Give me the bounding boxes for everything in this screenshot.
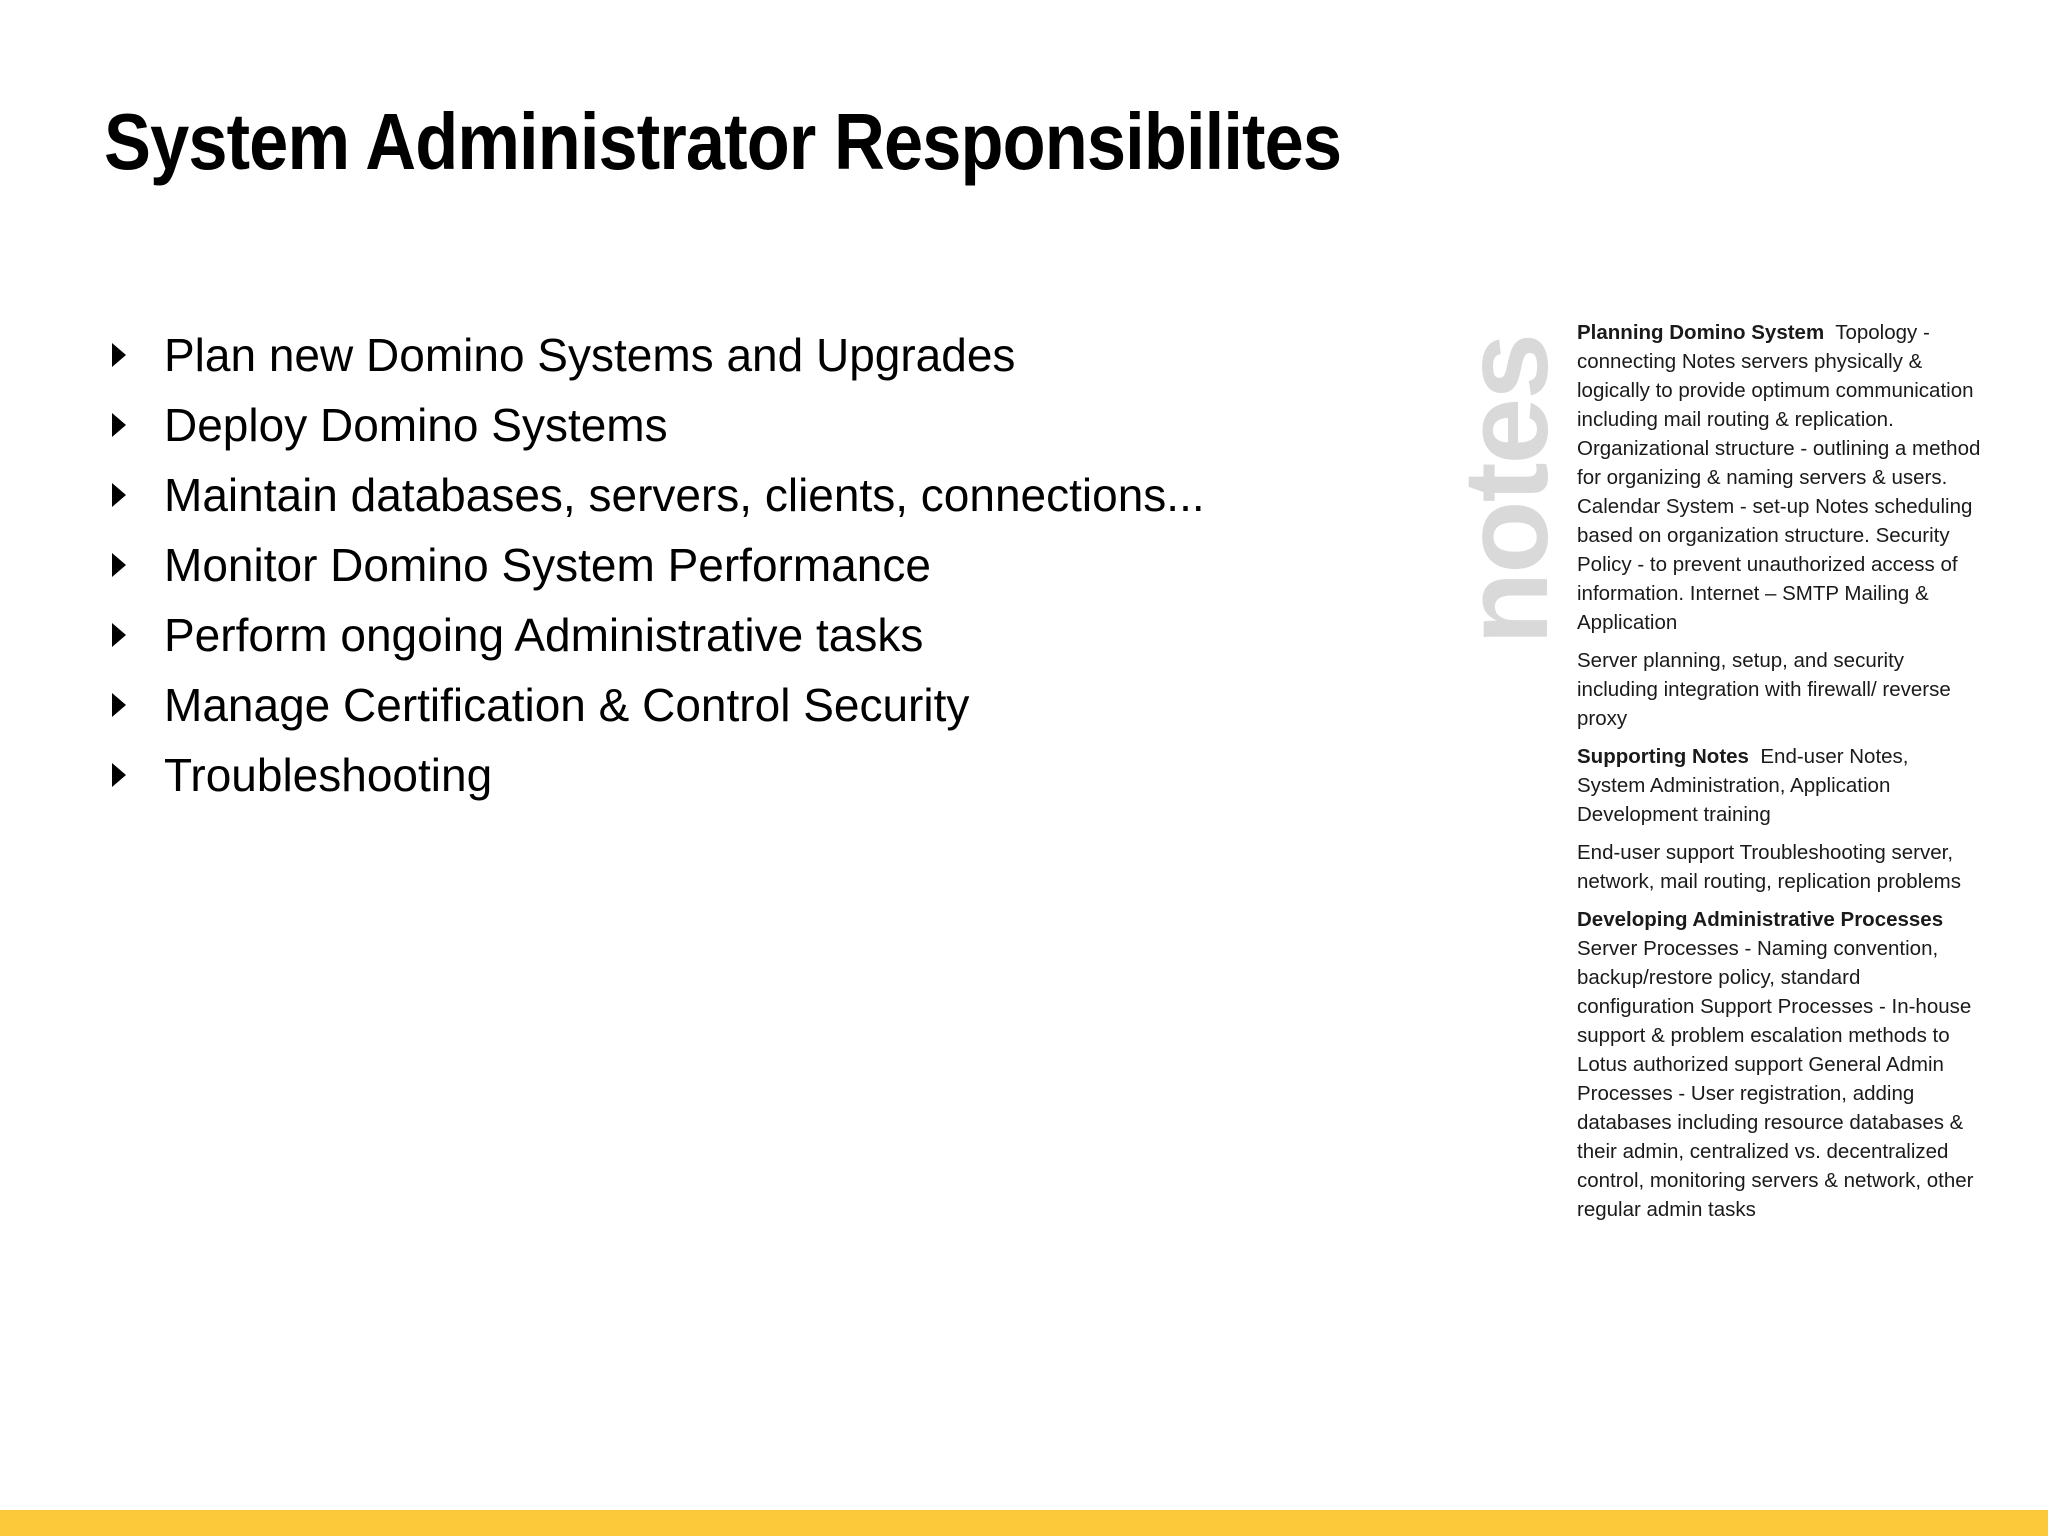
note-paragraph-end-user-support xyxy=(1577,838,1982,896)
triangle-bullet-icon xyxy=(112,343,126,367)
note-paragraph-developing xyxy=(1577,905,1982,1224)
list-item xyxy=(108,530,1205,600)
note-text: End-user support Troubleshooting server, network, mail routing, replication problems xyxy=(1577,841,1961,893)
note-paragraph-supporting xyxy=(1577,742,1982,829)
bullet-list xyxy=(108,320,1205,810)
note-paragraph-planning xyxy=(1577,318,1982,637)
list-item xyxy=(108,390,1205,460)
list-item xyxy=(108,670,1205,740)
list-item xyxy=(108,320,1205,390)
triangle-bullet-icon xyxy=(112,553,126,577)
list-item xyxy=(108,600,1205,670)
bullet-text: Monitor Domino System Performance xyxy=(164,539,931,591)
note-text: End-user Notes, System Administration, Application Development training xyxy=(1577,745,1909,826)
note-heading: Planning Domino System xyxy=(1577,321,1825,344)
notes-panel xyxy=(1577,318,1982,1233)
bullet-text: Perform ongoing Administrative tasks xyxy=(164,609,924,661)
bullet-text: Maintain databases, servers, clients, connections... xyxy=(164,469,1205,521)
triangle-bullet-icon xyxy=(112,623,126,647)
list-item xyxy=(108,460,1205,530)
note-heading: Supporting Notes xyxy=(1577,745,1749,768)
triangle-bullet-icon xyxy=(112,483,126,507)
note-text: Server planning, setup, and security including integration with firewall/ reverse proxy xyxy=(1577,649,1951,730)
note-paragraph-server-planning xyxy=(1577,646,1982,733)
triangle-bullet-icon xyxy=(112,763,126,787)
bullet-text: Troubleshooting xyxy=(164,749,493,801)
list-item xyxy=(108,740,1205,810)
note-text: Topology - connecting Notes servers physically & logically to provide optimum communication including mail routing & replication. Organizational structure - outlining a method for organizing & naming servers & users. Calendar System - set-up Notes scheduling based on organization structure. Security Policy - to prevent unauthorized access of information. Internet – SMTP Mailing & Application xyxy=(1577,321,1981,634)
bullet-text: Deploy Domino Systems xyxy=(164,399,668,451)
notes-watermark: notes xyxy=(1439,334,1573,646)
bullet-text: Plan new Domino Systems and Upgrades xyxy=(164,329,1016,381)
note-text: Server Processes - Naming convention, backup/restore policy, standard configuration Support Processes - In-house support & problem escalation methods to Lotus authorized support General Admin Processes - User registration, adding databases including resource databases & their admin, centralized vs. decentralized control, monitoring servers & network, other regular admin tasks xyxy=(1577,937,1974,1221)
note-heading: Developing Administrative Processes xyxy=(1577,908,1944,931)
triangle-bullet-icon xyxy=(112,413,126,437)
triangle-bullet-icon xyxy=(112,693,126,717)
bullet-text: Manage Certification & Control Security xyxy=(164,679,970,731)
slide-title: System Administrator Responsibilites xyxy=(104,97,1342,186)
accent-bar xyxy=(0,1510,2048,1536)
